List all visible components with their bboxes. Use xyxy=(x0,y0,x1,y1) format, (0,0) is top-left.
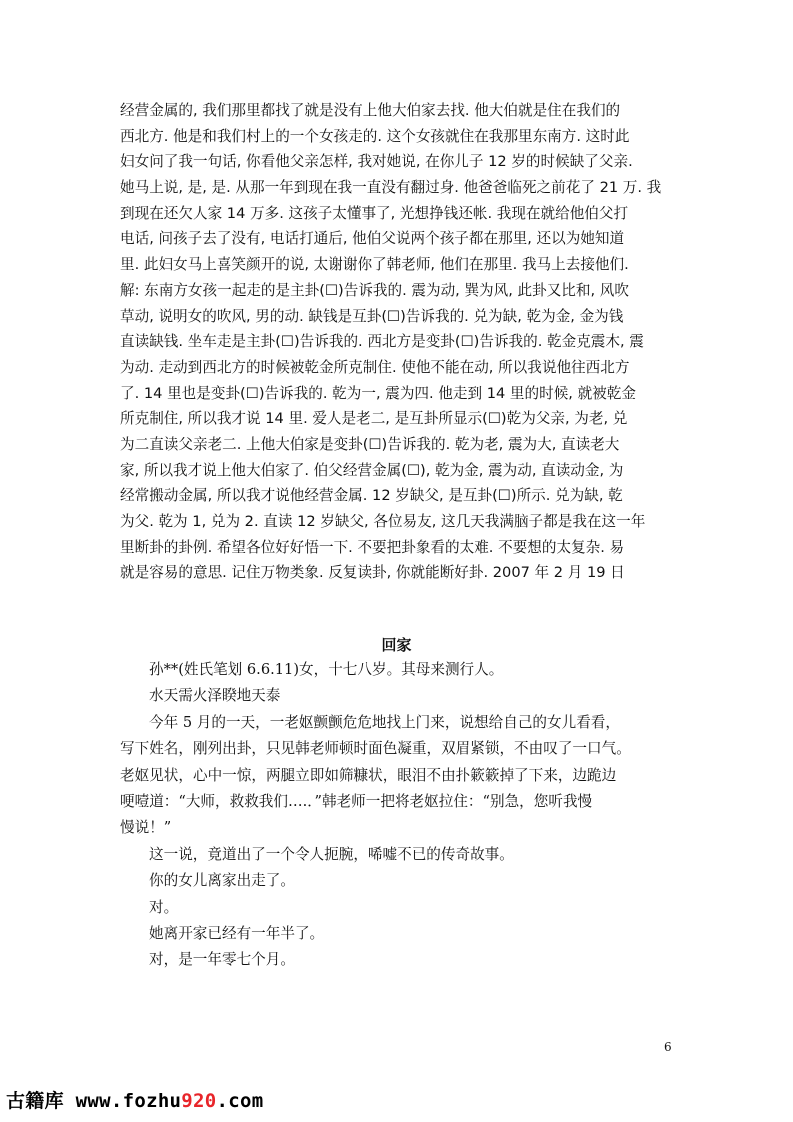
footer-url-accent: 920 xyxy=(181,1090,217,1112)
text-line: 对。 xyxy=(149,898,179,916)
text-line: 就是容易的意思. 记住万物类象. 反复读卦, 你就能断好卦. 2007 年 2 月 19 日 xyxy=(120,564,625,582)
section-title: 回家 xyxy=(381,636,412,654)
text-line: 解: 东南方女孩一起走的是主卦(☐)告诉我的. 震为动, 巽为风, 此卦又比和, 风吹 xyxy=(120,281,629,299)
text-line: 你的女儿离家出走了。 xyxy=(149,872,295,890)
text-line: 妇女问了我一句话, 你看他父亲怎样, 我对她说, 在你儿子 12 岁的时候缺了父亲. xyxy=(120,153,633,171)
text-line: 她离开家已经有一年半了。 xyxy=(149,924,325,942)
text-line: 哽噎道：“大师，救救我们….．”韩老师一把将老妪拉住：“别急，您听我慢 xyxy=(120,792,593,810)
text-line: 水天需火泽睽地天泰 xyxy=(149,687,281,705)
text-line: 慢说！” xyxy=(120,819,172,837)
text-line: 她马上说, 是, 是. 从那一年到现在我一直没有翻过身. 他爸爸临死之前花了 21 万. 我 xyxy=(120,179,662,197)
text-line: 了. 14 里也是变卦(☐)告诉我的. 乾为一, 震为四. 他走到 14 里的时候, 就被乾金 xyxy=(120,384,636,402)
text-line: 里. 此妇女马上喜笑颜开的说, 太谢谢你了韩老师, 他们在那里. 我马上去接他们. xyxy=(120,256,629,274)
text-line: 这一说，竟道出了一个令人扼腕，唏嘘不已的传奇故事。 xyxy=(149,845,514,863)
footer-url-prefix: www.fozhu xyxy=(63,1090,182,1112)
footer-watermark xyxy=(6,1086,263,1113)
text-line: 经营金属的, 我们那里都找了就是没有上他大伯家去找. 他大伯就是住在我们的 xyxy=(120,102,621,119)
text-line: 经常搬动金属, 所以我才说他经营金属. 12 岁缺父, 是互卦(☐)所示. 兑为缺, 乾 xyxy=(120,487,623,505)
text-line: 西北方. 他是和我们村上的一个女孩走的. 这个女孩就住在我那里东南方. 这时此 xyxy=(120,127,630,145)
text-line: 为父. 乾为 1, 兑为 2. 直读 12 岁缺父, 各位易友, 这几天我满脑子都是我在这一年 xyxy=(120,513,646,530)
text-line: 今年 5 月的一天，一老妪颤颤危危地找上门来，说想给自己的女儿看看， xyxy=(149,713,620,731)
text-line: 所克制住, 所以我才说 14 里. 爱人是老二, 是互卦所显示(☐)乾为父亲, 为老, 兑 xyxy=(120,410,628,428)
text-line: 草动, 说明女的吹风, 男的动. 缺钱是互卦(☐)告诉我的. 兑为缺, 乾为金, 金为钱 xyxy=(120,307,624,325)
text-line: 孙**(姓氏笔划 6.6.11)女，十七八岁。其母来测行人。 xyxy=(149,661,504,678)
footer-site-name: 古籍库 xyxy=(6,1090,64,1112)
text-line: 电话, 问孩子去了没有, 电话打通后, 他伯父说两个孩子都在那里, 还以为她知道 xyxy=(120,230,625,248)
paragraph-divination-explanation xyxy=(120,98,680,586)
page-number: 6 xyxy=(664,1040,672,1054)
text-line: 为二直读父亲老二. 上他大伯家是变卦(☐)告诉我的. 乾为老, 震为大, 直读老大 xyxy=(120,435,620,453)
footer-url-suffix: .com xyxy=(216,1090,264,1112)
text-line: 到现在还欠人家 14 万多. 这孩子太懂事了, 光想挣钱还帐. 我现在就给他伯父打 xyxy=(120,204,629,222)
text-line: 写下姓名，刚列出卦，只见韩老师顿时面色凝重，双眉紧锁，不由叹了一口气。 xyxy=(120,740,631,758)
text-line: 对，是一年零七个月。 xyxy=(149,951,295,969)
text-line: 老妪见状，心中一惊，两腿立即如筛糠状，眼泪不由扑簌簌掉了下来，边跪边 xyxy=(120,766,617,784)
text-line: 里断卦的卦例. 希望各位好好悟一下. 不要把卦象看的太难. 不要想的太复杂. 易 xyxy=(120,538,625,556)
text-line: 家, 所以我才说上他大伯家了. 伯父经营金属(☐), 乾为金, 震为动, 直读动金, 为 xyxy=(120,461,624,479)
text-line: 直读缺钱. 坐车走是主卦(☐)告诉我的. 西北方是变卦(☐)告诉我的. 乾金克震木, 震 xyxy=(120,333,644,351)
paragraph-return-home-story xyxy=(120,657,690,974)
text-line: 为动. 走动到西北方的时候被乾金所克制住. 使他不能在动, 所以我说他往西北方 xyxy=(120,358,630,376)
